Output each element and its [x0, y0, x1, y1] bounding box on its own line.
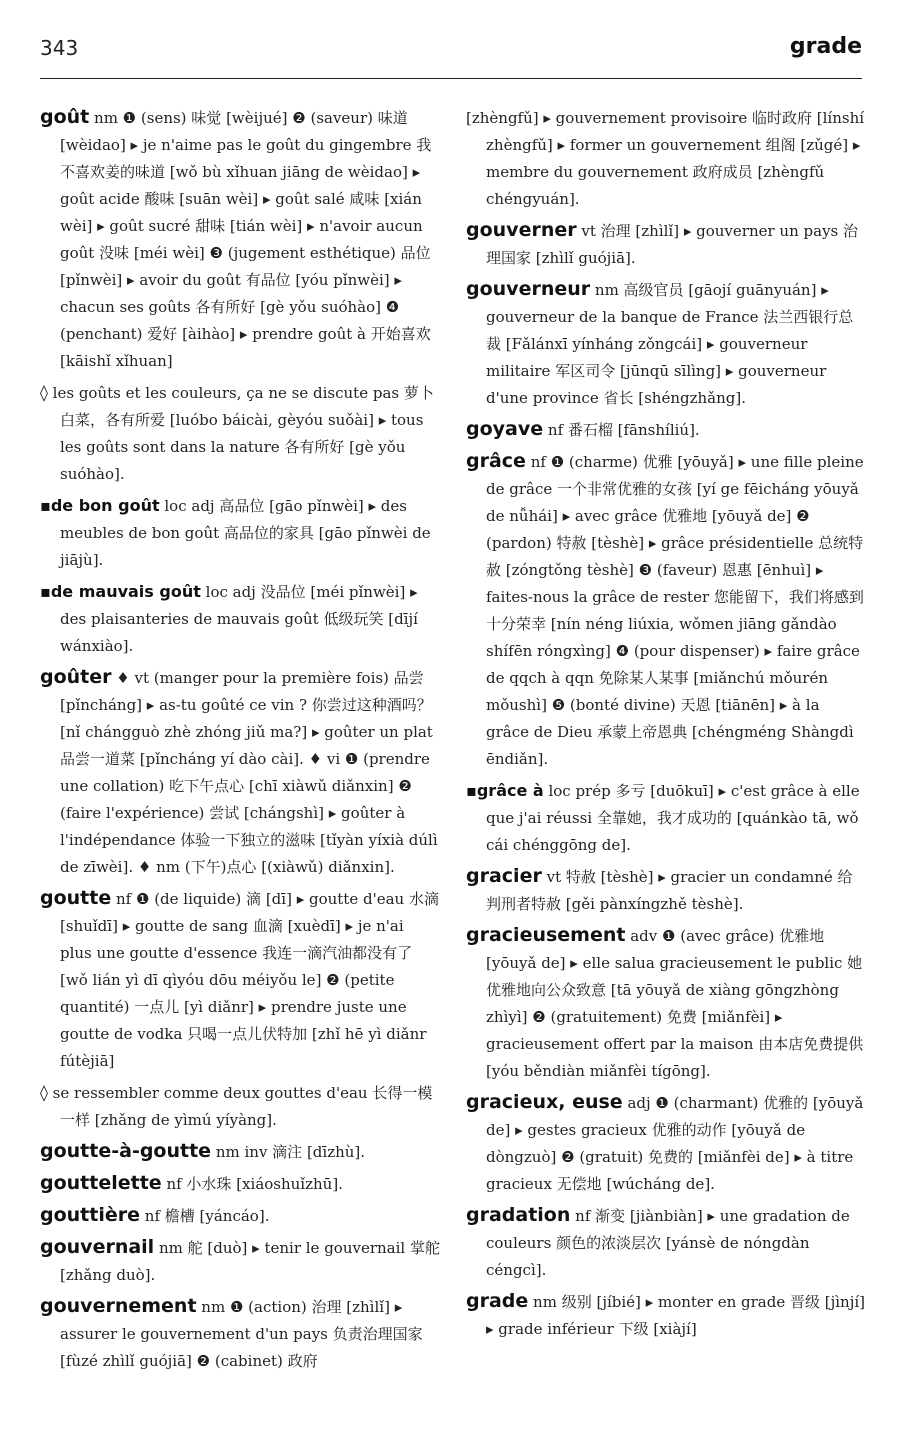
- running-head: grade: [789, 34, 862, 59]
- entry-headword: gouttière: [40, 1204, 141, 1226]
- entry-body: nf 檐槽 [yáncáo].: [140, 1207, 270, 1225]
- entry-body: adv ❶ (avec grâce) 优雅地 [yōuyǎ de] ▸ elle salua gracieusement le public 她优雅地向公众致意 [tā yōuyǎ de xiàng gōngzhòng zhìyì] ❷ (gratuitement) 免费 [miǎnfèi] ▸ gracieusement offert par la maison 由本店免费提供 [yóu běndiàn miǎnfèi tígōng].: [486, 927, 864, 1080]
- idiom-marker: ◊: [40, 383, 48, 402]
- entry-body: vt 治理 [zhìlǐ] ▸ gouverner un pays 治理国家 [zhìlǐ guójiā].: [486, 222, 859, 267]
- entry-body: nf ❶ (de liquide) 滴 [dī] ▸ goutte d'eau 水滴 [shuǐdī] ▸ goutte de sang 血滴 [xuèdī] ▸ je n'ai plus une goutte d'essence 我连一滴汽油都没有了 [wǒ lián yì dī qìyóu dōu méiyǒu le] ❷ (petite quantité) 一点儿 [yì diǎnr] ▸ prendre juste une goutte de vodka 只喝一点儿伏特加 [zhǐ hē yì diǎnr fútèjiā]: [60, 890, 439, 1070]
- left-column: [40, 104, 440, 1379]
- entry-body: les goûts et les couleurs, ça ne se discute pas 萝卜白菜，各有所爱 [luóbo báicài, gèyóu suǒài] ▸ tous les goûts sont dans la nature 各有所好 [gè yǒu suóhào].: [47, 384, 434, 483]
- entry-gracieusement: [466, 922, 866, 1085]
- entry-gouter: [40, 664, 440, 881]
- entry-body: nm inv 滴注 [dīzhù].: [211, 1143, 366, 1161]
- entry-body: loc prép 多亏 [duōkuī] ▸ c'est grâce à elle que j'ai réussi 全靠她，我才成功的 [quánkào tā, wǒ cái chénggōng de].: [486, 782, 860, 854]
- entry-headword: goutte-à-goutte: [40, 1140, 212, 1162]
- entry-body: nm ❶ (sens) 味觉 [wèijué] ❷ (saveur) 味道 [wèidao] ▸ je n'aime pas le goût du gingembre 我不喜欢姜的味道 [wǒ bù xǐhuan jiāng de wèidao] ▸ goût acide 酸味 [suān wèi] ▸ goût salé 咸味 [xián wèi] ▸ goût sucré 甜味 [tián wèi] ▸ n'avoir aucun goût 没味 [méi wèi] ❸ (jugement esthétique) 品位 [pǐnwèi] ▸ avoir du goût 有品位 [yóu pǐnwèi] ▸ chacun ses goûts 各有所好 [gè yǒu suóhào] ❹ (penchant) 爱好 [àihào] ▸ prendre goût à 开始喜欢 [kāishǐ xǐhuan]: [60, 109, 432, 370]
- entry-subheadword: ▪de mauvais goût: [40, 582, 201, 601]
- entry-body: [zhèngfǔ] ▸ gouvernement provisoire 临时政府 [línshí zhèngfǔ] ▸ former un gouvernement 组阁 [zǔgé] ▸ membre du gouvernement 政府成员 [zhèngfǔ chéngyuán].: [466, 109, 865, 208]
- entry-idiom: [40, 1079, 440, 1134]
- entry-headword: grâce: [466, 450, 526, 472]
- entry-gouvernail: [40, 1234, 440, 1289]
- entry-body: loc adj 高品位 [gāo pǐnwèi] ▸ des meubles de bon goût 高品位的家具 [gāo pǐnwèi de jiājù].: [60, 497, 431, 569]
- entry-gout: [40, 104, 440, 375]
- entry-grade: [466, 1288, 866, 1343]
- entry-body: nm ❶ (action) 治理 [zhìlǐ] ▸ assurer le gouvernement d'un pays 负责治理国家 [fùzé zhìlǐ guójiā] ❷ (cabinet) 政府: [60, 1298, 423, 1370]
- entry-gouttelette: [40, 1170, 440, 1198]
- entry-gracieux: [466, 1089, 866, 1198]
- entry-body: adj ❶ (charmant) 优雅的 [yōuyǎ de] ▸ gestes gracieux 优雅的动作 [yōuyǎ de dòngzuò] ❷ (gratuit) 免费的 [miǎnfèi de] ▸ à titre gracieux 无偿地 [wúcháng de].: [486, 1094, 864, 1193]
- header-rule: [40, 78, 862, 79]
- entry-headword: gouvernement: [40, 1295, 197, 1317]
- entry-body: ♦ vt (manger pour la première fois) 品尝 [pǐncháng] ▸ as-tu goûté ce vin ? 你尝过这种酒吗？ [nǐ chángguò zhè zhóng jiǔ ma?] ▸ goûter un plat 品尝一道菜 [pǐncháng yí dào cài]. ♦ vi ❶ (prendre une collation) 吃下午点心 [chī xiàwǔ diǎnxin] ❷ (faire l'expérience) 尝试 [chángshì] ▸ goûter à l'indépendance 体验一下独立的滋味 [tǐyàn yíxià dúlì de zīwèi]. ♦ nm (下午)点心 [(xiàwǔ) diǎnxin].: [60, 669, 438, 876]
- entry-subheadword: ▪grâce à: [466, 781, 544, 800]
- right-column: [466, 104, 866, 1347]
- entry-headword: gouverneur: [466, 278, 591, 300]
- entry-goyave: [466, 416, 866, 444]
- page-number: 343: [40, 36, 79, 60]
- entry-gouverneur: [466, 276, 866, 412]
- entry-headword: gouttelette: [40, 1172, 162, 1194]
- entry-headword: gracier: [466, 865, 542, 887]
- entry-body: nf ❶ (charme) 优雅 [yōuyǎ] ▸ une fille pleine de grâce 一个非常优雅的女孩 [yí ge fēicháng yōuyǎ de nǚhái] ▸ avec grâce 优雅地 [yōuyǎ de] ❷ (pardon) 特赦 [tèshè] ▸ grâce présidentielle 总统特赦 [zóngtǒng tèshè] ❸ (faveur) 恩惠 [ēnhuì] ▸ faites-nous la grâce de rester 您能留下，我们将感到十分荣幸 [nín néng liúxia, wǒmen jiāng gǎndào shífēn róngxìng] ❹ (pour dispenser) ▸ faire grâce de qqch à qqn 免除某人某事 [miǎnchú mǒurén mǒushì] ❺ (bonté divine) 天恩 [tiānēn] ▸ à la grâce de Dieu 承蒙上帝恩典 [chéngméng Shàngdì ēndiǎn].: [486, 453, 864, 768]
- entry-body: nf 番石榴 [fānshíliú].: [543, 421, 700, 439]
- entry-gouvernement: [40, 1293, 440, 1375]
- entry-goutte: [40, 885, 440, 1075]
- entry-headword: gradation: [466, 1204, 571, 1226]
- entry-gradation: [466, 1202, 866, 1284]
- entry-headword: goûter: [40, 666, 112, 688]
- entry-subheadword: ▪de bon goût: [40, 496, 160, 515]
- entry-body: nf 小水珠 [xiáoshuǐzhū].: [161, 1175, 343, 1193]
- entry-de-mauvais-gout: [40, 578, 440, 660]
- idiom-marker: ◊: [40, 1083, 48, 1102]
- entry-gouverner: [466, 217, 866, 272]
- entry-body: vt 特赦 [tèshè] ▸ gracier un condamné 给判刑者特赦 [gěi pànxíngzhě tèshè].: [486, 868, 853, 913]
- entry-grace-a: [466, 777, 866, 859]
- entry-body: se ressembler comme deux gouttes d'eau 长得一模一样 [zhǎng de yìmú yíyàng].: [47, 1084, 433, 1129]
- entry-gracier: [466, 863, 866, 918]
- entry-headword: gracieusement: [466, 924, 626, 946]
- entry-body: nm 级别 [jíbié] ▸ monter en grade 晋级 [jìnjí] ▸ grade inférieur 下级 [xiàjí]: [486, 1293, 866, 1338]
- entry-grace: [466, 448, 866, 773]
- entry-idiom: [40, 379, 440, 488]
- entry-gouttiere: [40, 1202, 440, 1230]
- entry-body: loc adj 没品位 [méi pǐnwèi] ▸ des plaisanteries de mauvais goût 低级玩笑 [dījí wánxiào].: [60, 583, 418, 655]
- entry-headword: goût: [40, 106, 90, 128]
- entry-headword: grade: [466, 1290, 529, 1312]
- entry-headword: gouvernail: [40, 1236, 155, 1258]
- entry-headword: goyave: [466, 418, 544, 440]
- entry-headword: gracieux, euse: [466, 1091, 623, 1113]
- entry-goutte-a-goutte: [40, 1138, 440, 1166]
- entry-headword: gouverner: [466, 219, 577, 241]
- entry-headword: goutte: [40, 887, 112, 909]
- entry-de-bon-gout: [40, 492, 440, 574]
- entry-continuation: [466, 104, 866, 213]
- entry-body: nm 高级官员 [gāojí guānyuán] ▸ gouverneur de la banque de France 法兰西银行总裁 [Fǎlánxī yínháng zǒngcái] ▸ gouverneur militaire 军区司令 [jūnqū sīlìng] ▸ gouverneur d'une province 省长 [shéngzhǎng].: [486, 281, 854, 407]
- entry-body: nf 渐变 [jiànbiàn] ▸ une gradation de couleurs 颜色的浓淡层次 [yánsè de nóngdàn céngcì].: [486, 1207, 850, 1279]
- entry-body: nm 舵 [duò] ▸ tenir le gouvernail 掌舵 [zhǎng duò].: [60, 1239, 440, 1284]
